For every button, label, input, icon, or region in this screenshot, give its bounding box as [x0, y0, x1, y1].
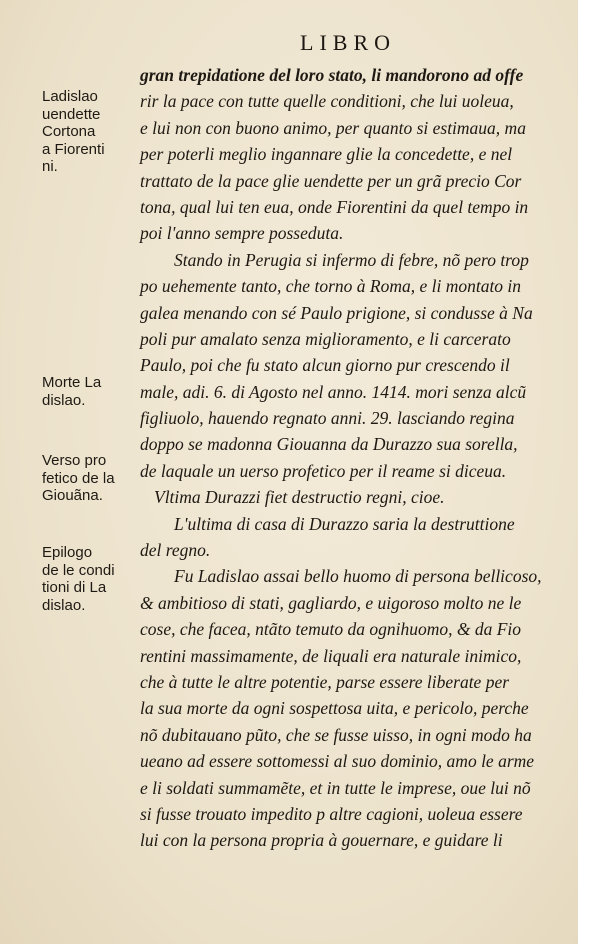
text-line: tona, qual lui ten eua, onde Fiorentini da quel tempo in	[140, 196, 529, 217]
margin-note-line: tioni di La	[42, 579, 107, 596]
text-line: figliuolo, hauendo regnato anni. 29. lasciando regina	[140, 408, 515, 429]
margin-note-prophetic-verse	[42, 452, 142, 505]
text-line: male, adi. 6. di Agosto nel anno. 1414. mori senza alcũ	[140, 381, 527, 402]
text-line: Stando in Perugia si infermo di febre, nõ pero trop	[174, 249, 529, 270]
text-line: rir la pace con tutte quelle conditioni, che lui uoleua,	[140, 91, 514, 112]
text-line: galea menando con sé Paulo prigione, si condusse à Na	[140, 302, 533, 323]
text-line: che à tutte le altre potentie, parse essere liberate per	[140, 671, 510, 692]
main-text-block	[140, 62, 578, 854]
margin-note-line: uendette	[42, 105, 101, 123]
text-line: poli pur amalato senza miglioramento, e li carcerato	[140, 328, 511, 349]
text-line: gran trepidatione del loro stato, li mandorono ad offe	[140, 65, 524, 85]
text-line: per poterli meglio ingannare glie la concedette, e nel	[140, 144, 513, 165]
text-line: Fu Ladislao assai bello huomo di persona bellicoso,	[174, 566, 542, 587]
margin-note-cortona	[42, 88, 142, 176]
margin-note-death	[42, 374, 142, 409]
text-line: po uehemente tanto, che torno à Roma, e li montato in	[140, 276, 522, 297]
text-line: trattato de la pace glie uendette per un grã precio Cor	[140, 170, 522, 191]
margin-note-line: dislao.	[42, 391, 86, 409]
margin-note-line: Cortona	[42, 123, 96, 140]
text-line: la sua morte da ogni sospettosa uita, e pericolo, perche	[140, 698, 529, 719]
text-line: lui con la persona propria à gouernare, e guidare li	[140, 830, 503, 851]
margin-note-line: Giouãna.	[42, 487, 103, 504]
text-line: si fusse trouato impedito p altre cagioni, uoleua essere	[140, 803, 523, 824]
text-line: de laquale un uerso profetico per il reame si diceua.	[140, 460, 507, 481]
margin-note-line: Ladislao	[42, 88, 98, 105]
text-line: nõ dubitauano pũto, che se fusse uisso, in ogni modo ha	[140, 724, 532, 745]
text-line: & ambitioso di stati, gagliardo, e uigoroso molto ne le	[140, 592, 522, 613]
text-line: cose, che facea, ntãto temuto da ognihuomo, & da Fio	[140, 619, 522, 640]
text-line: ueano ad essere sottomessi al suo dominio, amo le arme	[140, 751, 535, 772]
margin-note-epilogue	[42, 544, 142, 614]
margin-note-line: de le condi	[42, 561, 115, 579]
running-head: LIBRO	[300, 30, 396, 55]
margin-note-line: a Fiorenti	[42, 140, 105, 158]
margin-note-line: Epilogo	[42, 544, 93, 561]
margin-note-line: Morte La	[42, 374, 102, 391]
text-line: Paulo, poi che fu stato alcun giorno pur crescendo il	[140, 355, 510, 376]
margin-note-line: ni.	[42, 158, 58, 175]
margin-note-line: fetico de la	[42, 469, 115, 487]
page-edge	[578, 0, 600, 944]
text-line: e li soldati summamẽte, et in tutte le imprese, oue lui nõ	[140, 777, 531, 798]
text-line: doppo se madonna Giouanna da Durazzo sua sorella,	[140, 434, 518, 455]
margin-note-line: Verso pro	[42, 452, 107, 469]
text-line: Vltima Durazzi fiet destructio regni, cioe.	[154, 487, 445, 508]
text-line: rentini massimamente, de liquali era naturale inimico,	[140, 645, 522, 666]
text-line: del regno.	[140, 540, 211, 561]
text-line: L'ultima di casa di Durazzo saria la destruttione	[174, 513, 515, 534]
text-line: e lui non con buono animo, per quanto si estimaua, ma	[140, 117, 526, 138]
margin-note-line: dislao.	[42, 596, 86, 614]
text-line: poi l'anno sempre posseduta.	[140, 223, 344, 244]
